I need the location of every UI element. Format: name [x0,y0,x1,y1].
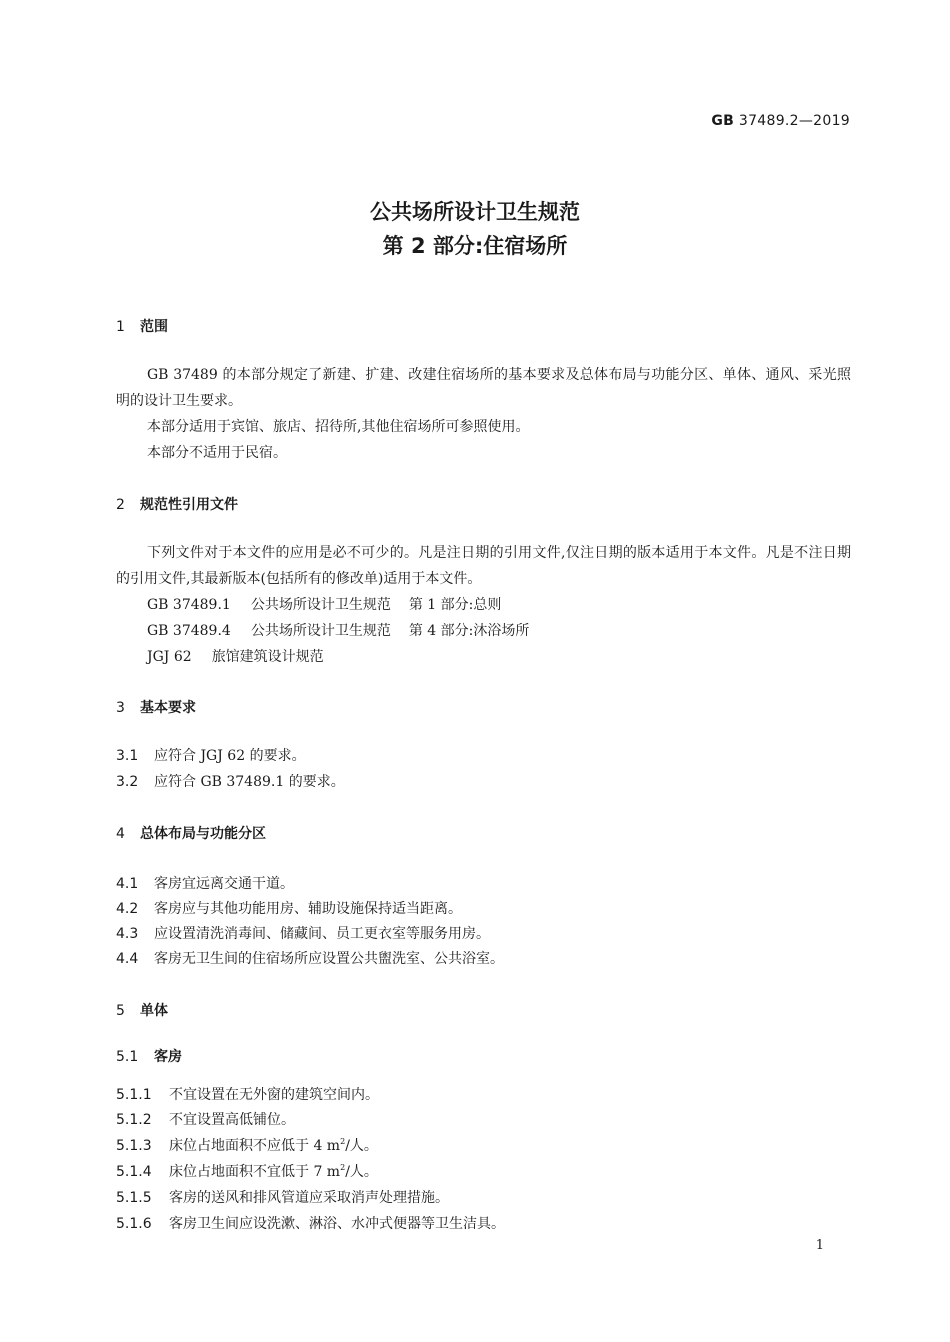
reference-item: JGJ 62 旅馆建筑设计规范 [147,649,324,665]
clause-item: 5.1.6 客房卫生间应设洗漱、淋浴、水冲式便器等卫生洁具。 [116,1216,505,1232]
section-1-paragraph-2: 本部分适用于宾馆、旅店、招待所,其他住宿场所可参照使用。 [147,419,530,435]
section-4-heading [116,823,266,843]
section-5-heading [116,1000,168,1020]
clause-item: 5.1.1 不宜设置在无外窗的建筑空间内。 [116,1087,379,1103]
clause-item: 3.2 应符合 GB 37489.1 的要求。 [116,774,345,790]
clause-item: 3.1 应符合 JGJ 62 的要求。 [116,748,306,764]
clause-item: 4.4 客房无卫生间的住宿场所应设置公共盥洗室、公共浴室。 [116,951,504,967]
reference-item: GB 37489.1 公共场所设计卫生规范 第 1 部分:总则 [147,597,502,613]
clause-item: 5.1.5 客房的送风和排风管道应采取消声处理措施。 [116,1190,449,1206]
subsection-5-1-heading [116,1046,182,1066]
section-1-paragraph-1: GB 37489 的本部分规定了新建、扩建、改建住宿场所的基本要求及总体布局与功能分区、单体、通风、采光照明的设计卫生要求。 [116,367,851,409]
subsection-number: 5.1 [116,1049,139,1065]
clause-item: 5.1.2 不宜设置高低铺位。 [116,1112,295,1128]
title-line-1: 公共场所设计卫生规范 [370,200,580,224]
standard-code-prefix: GB [711,113,735,129]
clause-item: 4.2 客房应与其他功能用房、辅助设施保持适当距离。 [116,901,462,917]
subsection-title: 客房 [154,1049,182,1065]
title-line-2: 第 2 部分:住宿场所 [382,234,568,258]
section-number: 5 [116,1003,125,1019]
standard-code-number: 37489.2—2019 [738,113,850,129]
section-2-heading [116,494,238,514]
clause-item: 4.3 应设置清洗消毒间、储藏间、员工更衣室等服务用房。 [116,926,490,942]
page-number: 1 [815,1238,824,1253]
standard-code [711,113,850,129]
section-title: 单体 [140,1003,168,1019]
section-number: 3 [116,700,125,716]
section-title: 范围 [140,319,168,335]
section-1-paragraph-3: 本部分不适用于民宿。 [147,445,287,461]
clause-item: 4.1 客房宜远离交通干道。 [116,876,294,892]
section-3-heading [116,697,196,717]
section-title: 总体布局与功能分区 [140,826,266,842]
reference-item: GB 37489.4 公共场所设计卫生规范 第 4 部分:沐浴场所 [147,623,530,639]
section-number: 1 [116,319,125,335]
clause-item: 5.1.4 床位占地面积不宜低于 7 $m^2/$人。 [116,1163,378,1180]
section-1-heading [116,316,168,336]
clause-item: 5.1.3 床位占地面积不应低于 4 $m^2/$人。 [116,1137,378,1154]
document-title [0,195,950,263]
section-number: 2 [116,497,125,513]
section-title: 规范性引用文件 [140,497,238,513]
section-title: 基本要求 [140,700,196,716]
section-number: 4 [116,826,125,842]
section-2-paragraph-1: 下列文件对于本文件的应用是必不可少的。凡是注日期的引用文件,仅注日期的版本适用于本文件。凡是不注日期的引用文件,其最新版本(包括所有的修改单)适用于本文件。 [116,545,851,587]
